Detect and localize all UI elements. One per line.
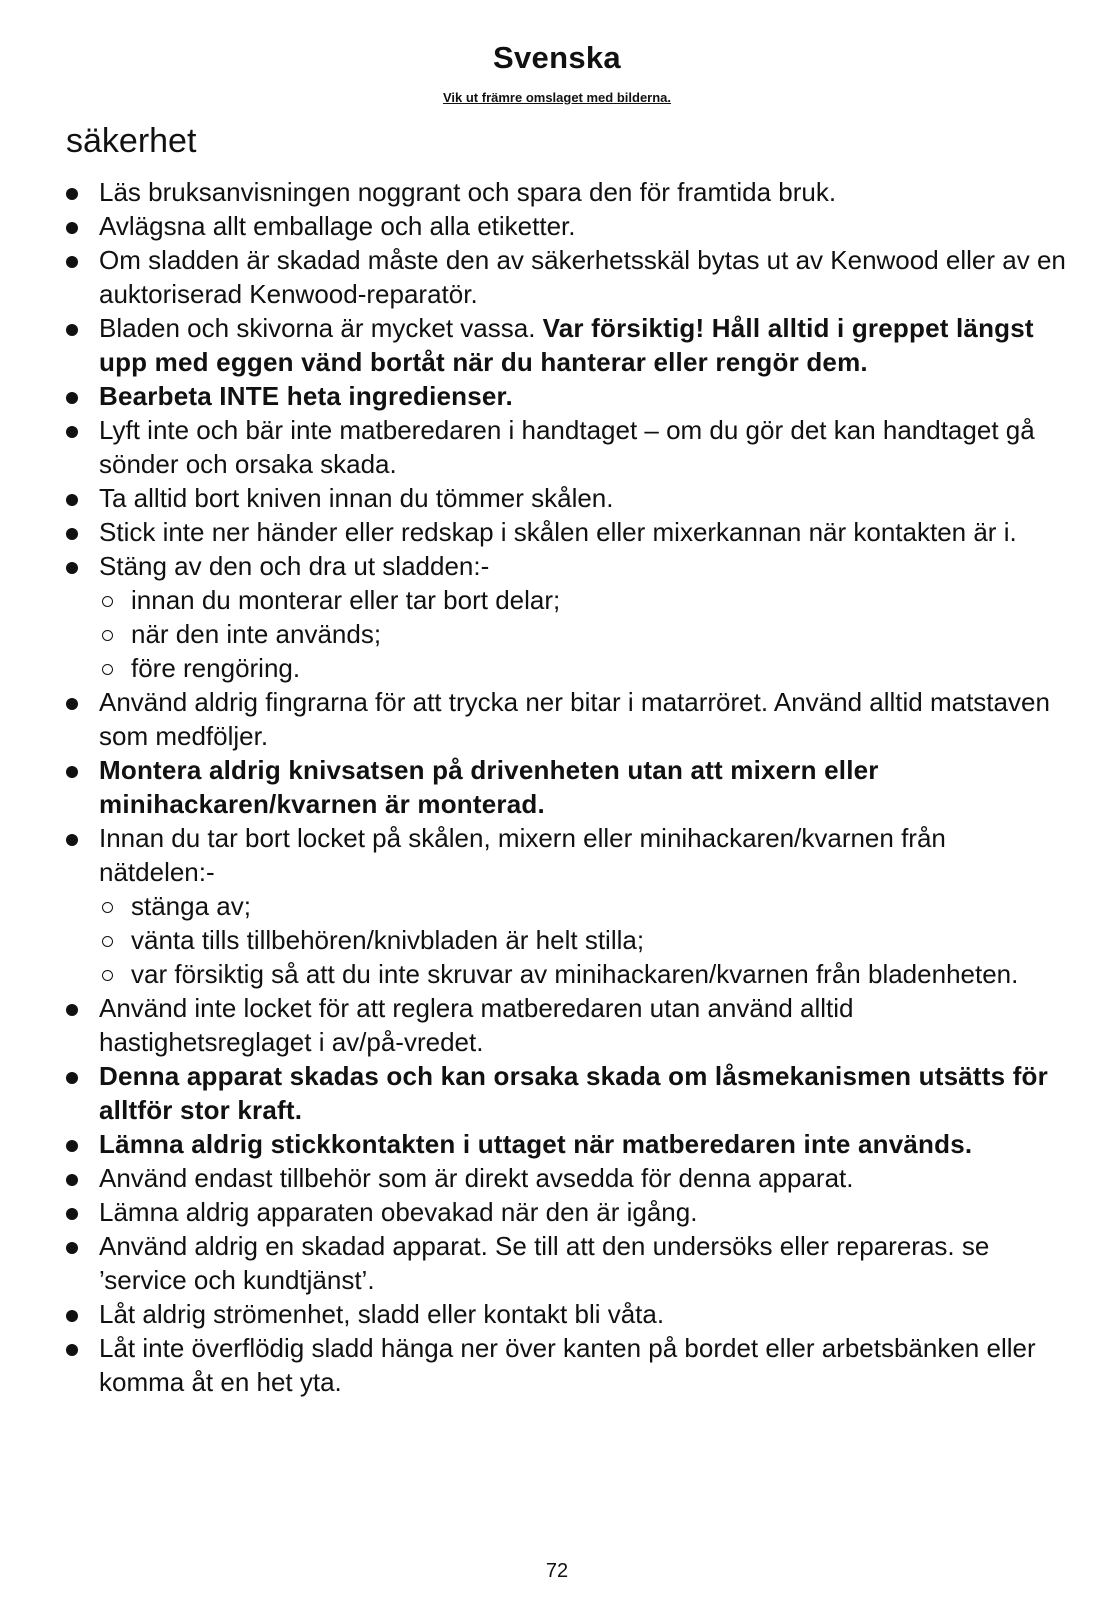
safety-item-text: Läs bruksanvisningen noggrant och spara den för framtida bruk.: [99, 177, 837, 207]
safety-item: [66, 175, 1066, 209]
safety-item-text: Stäng av den och dra ut sladden:-: [99, 551, 490, 581]
circle-bullet-icon: [102, 970, 113, 981]
safety-item-text: Bearbeta INTE heta ingredienser.: [99, 381, 513, 411]
safety-item: [66, 413, 1066, 481]
circle-bullet-icon: [102, 664, 113, 675]
safety-item-text: Ta alltid bort kniven innan du tömmer skålen.: [99, 483, 614, 513]
bullet-icon: [66, 1310, 78, 1322]
bullet-icon: [66, 324, 78, 336]
safety-item-text: Denna apparat skadas och kan orsaka skada om låsmekanismen utsätts för alltför stor kraft.: [99, 1061, 1048, 1125]
safety-subitem: [66, 923, 1066, 957]
safety-item-text: Innan du tar bort locket på skålen, mixern eller minihackaren/kvarnen från nätdelen:-: [99, 823, 946, 887]
page-number: 72: [545, 1560, 569, 1582]
safety-item-warning: Var försiktig! Håll alltid i greppet längst upp med eggen vänd bortåt när du hanterar eller rengör dem.: [99, 313, 1034, 377]
safety-item-text: Låt inte överflödig sladd hänga ner över kanten på bordet eller arbetsbänken eller komma åt en het yta.: [99, 1333, 1036, 1397]
bullet-icon: [66, 1174, 78, 1186]
safety-subitem: [66, 617, 1066, 651]
safety-item: [66, 379, 1066, 413]
safety-subitem-text: innan du monterar eller tar bort delar;: [131, 585, 561, 615]
safety-item: [66, 311, 1066, 379]
bullet-icon: [66, 1208, 78, 1220]
safety-item-text: Montera aldrig knivsatsen på drivenheten utan att mixern eller minihackaren/kvarnen är monterad.: [99, 755, 879, 819]
bullet-icon: [66, 1140, 78, 1152]
safety-item-text: Lämna aldrig apparaten obevakad när den är igång.: [99, 1197, 698, 1227]
safety-item-text: Låt aldrig strömenhet, sladd eller kontakt bli våta.: [99, 1299, 665, 1329]
safety-item: [66, 821, 1066, 889]
circle-bullet-icon: [102, 596, 113, 607]
safety-subitem-text: vänta tills tillbehören/knivbladen är helt stilla;: [131, 925, 645, 955]
section-title: säkerhet: [66, 122, 197, 160]
safety-item: [66, 209, 1066, 243]
safety-subitem: [66, 889, 1066, 923]
bullet-icon: [66, 528, 78, 540]
safety-item: [66, 1229, 1066, 1297]
bullet-icon: [66, 188, 78, 200]
bullet-icon: [66, 698, 78, 710]
bullet-icon: [66, 1004, 78, 1016]
bullet-icon: [66, 766, 78, 778]
safety-subitem-text: stänga av;: [131, 891, 251, 921]
bullet-icon: [66, 1072, 78, 1084]
safety-item: [66, 515, 1066, 549]
safety-subitem-text: före rengöring.: [131, 653, 301, 683]
safety-subitem: [66, 651, 1066, 685]
safety-item: [66, 685, 1066, 753]
bullet-icon: [66, 494, 78, 506]
language-heading: Svenska: [493, 40, 621, 75]
safety-item: [66, 1297, 1066, 1331]
safety-item-text: Använd aldrig fingrarna för att trycka ner bitar i matarröret. Använd alltid matstaven som medföljer.: [99, 687, 1050, 751]
safety-item-text: Bladen och skivorna är mycket vassa.: [99, 313, 543, 343]
safety-item-text: Avlägsna allt emballage och alla etiketter.: [99, 211, 576, 241]
safety-item: [66, 753, 1066, 821]
safety-item: [66, 1331, 1066, 1399]
fold-out-note: Vik ut främre omslaget med bilderna.: [442, 90, 672, 105]
safety-item-text: Lämna aldrig stickkontakten i uttaget när matberedaren inte används.: [99, 1129, 973, 1159]
bullet-icon: [66, 834, 78, 846]
bullet-icon: [66, 392, 78, 404]
bullet-icon: [66, 222, 78, 234]
safety-item: [66, 1161, 1066, 1195]
bullet-icon: [66, 1242, 78, 1254]
safety-subitem-text: när den inte används;: [131, 619, 382, 649]
bullet-icon: [66, 256, 78, 268]
safety-subitem: [66, 957, 1066, 991]
safety-item-text: Använd aldrig en skadad apparat. Se till att den undersöks eller repareras. se ’service och kundtjänst’.: [99, 1231, 990, 1295]
safety-item: [66, 1059, 1066, 1127]
safety-subitem: [66, 583, 1066, 617]
safety-list: [66, 175, 1066, 1399]
safety-item: [66, 481, 1066, 515]
safety-item-text: Använd endast tillbehör som är direkt avsedda för denna apparat.: [99, 1163, 854, 1193]
circle-bullet-icon: [102, 630, 113, 641]
safety-item: [66, 1195, 1066, 1229]
safety-subitem-text: var försiktig så att du inte skruvar av minihackaren/kvarnen från bladenheten.: [131, 959, 1019, 989]
circle-bullet-icon: [102, 902, 113, 913]
safety-item-text: Stick inte ner händer eller redskap i skålen eller mixerkannan när kontakten är i.: [99, 517, 1017, 547]
bullet-icon: [66, 1344, 78, 1356]
safety-item-text: Lyft inte och bär inte matberedaren i handtaget – om du gör det kan handtaget gå sönder och orsaka skada.: [99, 415, 1035, 479]
bullet-icon: [66, 426, 78, 438]
safety-item: [66, 243, 1066, 311]
safety-item: [66, 1127, 1066, 1161]
safety-item: [66, 549, 1066, 583]
safety-item-text: Om sladden är skadad måste den av säkerhetsskäl bytas ut av Kenwood eller av en auktoriserad Kenwood-reparatör.: [99, 245, 1066, 309]
safety-item: [66, 991, 1066, 1059]
bullet-icon: [66, 562, 78, 574]
safety-item-text: Använd inte locket för att reglera matberedaren utan använd alltid hastighetsreglaget i av/på-vredet.: [99, 993, 854, 1057]
circle-bullet-icon: [102, 936, 113, 947]
